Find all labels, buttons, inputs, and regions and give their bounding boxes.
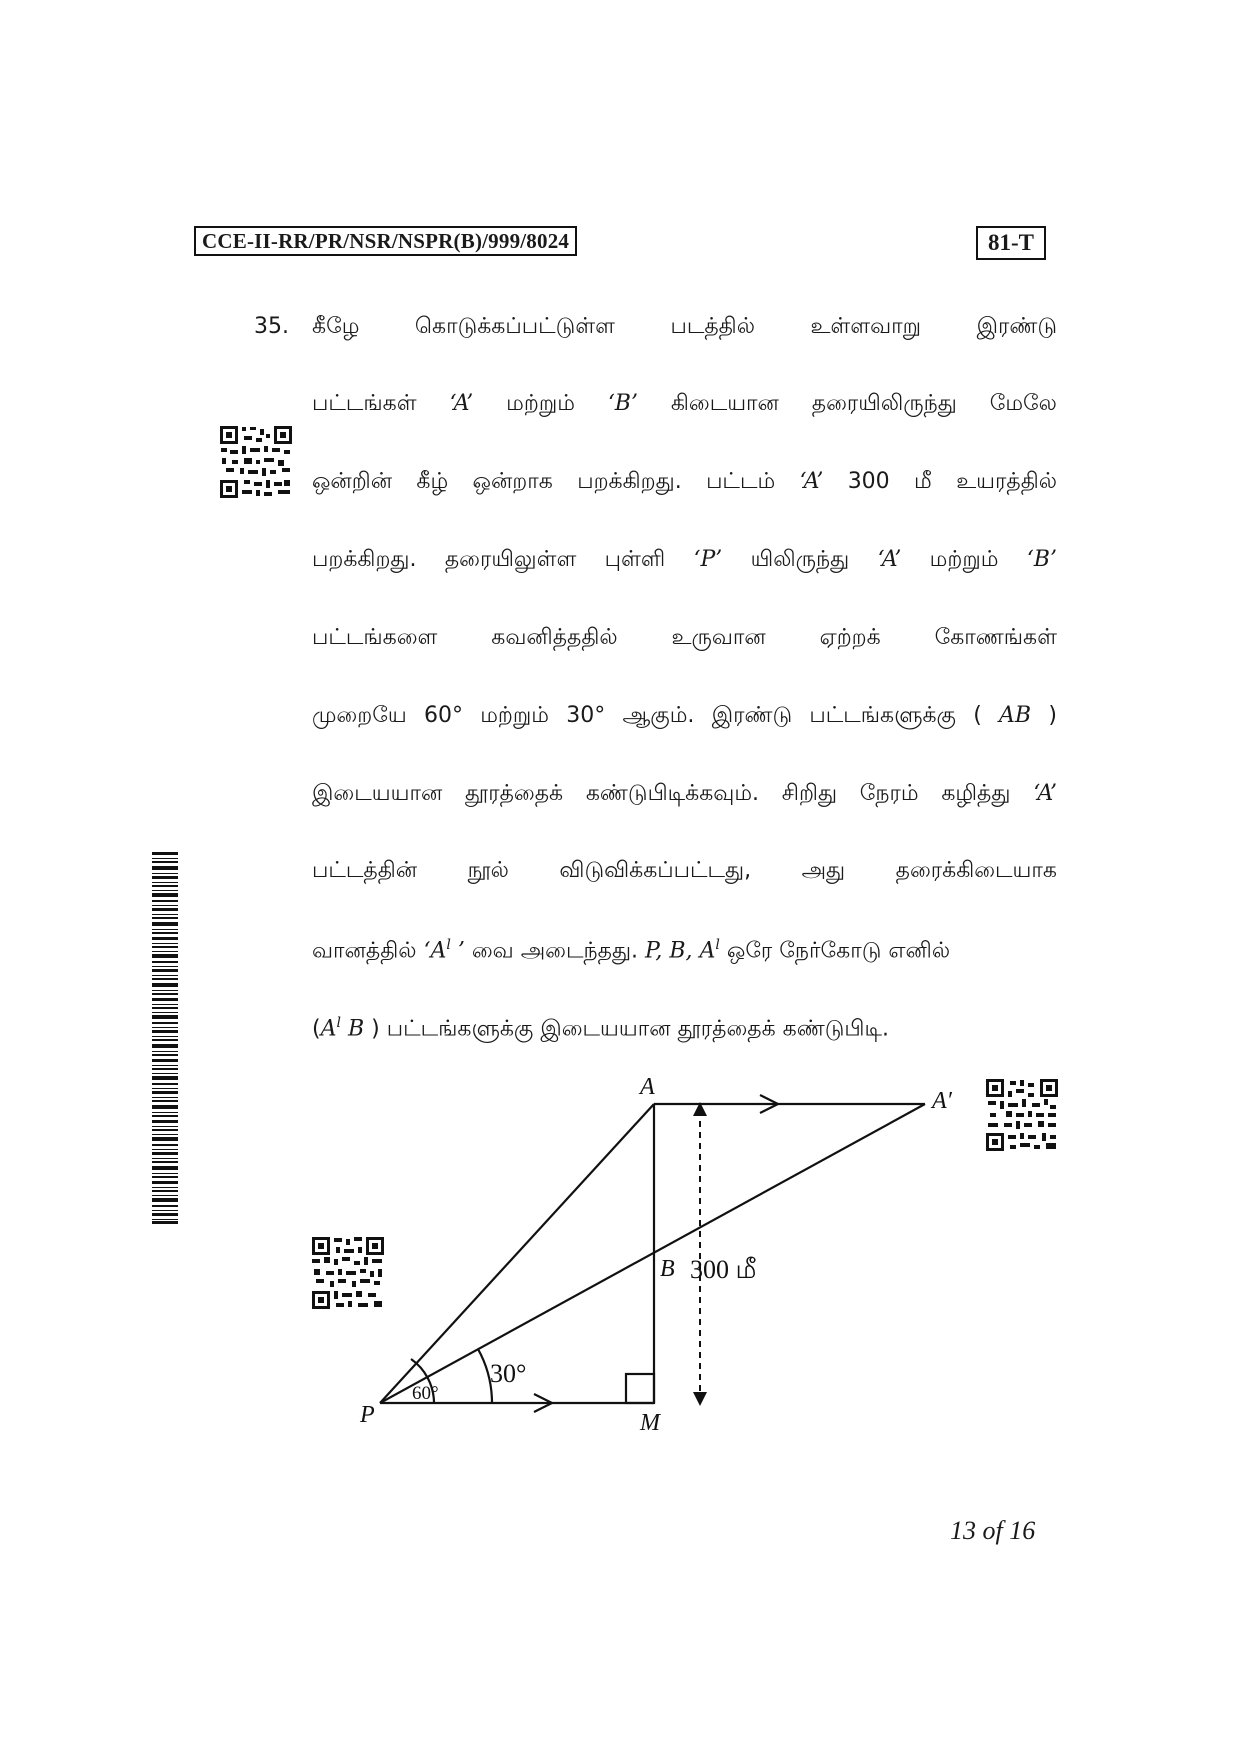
question-word: 30° (566, 703, 606, 728)
question-word: விடுவிக்கப்பட்டது, (559, 858, 752, 883)
question-word: மீ (914, 469, 932, 494)
angle-30-label: 30° (490, 1359, 527, 1388)
height-label: 300 மீ (690, 1255, 757, 1284)
question-word: கொடுக்கப்பட்டுள்ள (414, 314, 615, 339)
question-line-10: ($A^l$ B ) பட்டங்களுக்கு இடையயான தூரத்தைக் கண்டுபிடி. (312, 1015, 889, 1042)
label-a-prime: A′ (932, 1088, 952, 1114)
question-word: பட்டங்களை (312, 625, 438, 650)
question-word: கிடையான (670, 391, 779, 416)
question-word: ‘B’ (1026, 547, 1057, 572)
page-number: 13 of 16 (950, 1516, 1036, 1545)
question-word: உருவான (671, 625, 766, 650)
question-word: ‘A’ (1033, 781, 1057, 806)
question-word: கண்டுபிடிக்கவும். (585, 781, 760, 806)
question-word: நேரம் (859, 781, 919, 806)
question-word: கீழ் (416, 469, 449, 494)
question-word: முறையே (312, 703, 407, 728)
question-word: 60° (423, 703, 463, 728)
exam-code: CCE-II-RR/PR/NSR/NSPR(B)/999/8024 (194, 226, 577, 256)
question-word: இடையயான (312, 781, 443, 806)
question-word: பட்டங்கள் (312, 391, 417, 416)
question-word: ‘P’ (693, 547, 723, 572)
question-word: அது (801, 858, 846, 883)
question-word: படத்தில் (670, 314, 755, 339)
question-word: நூல் (467, 858, 509, 883)
question-word: ‘A’ (877, 547, 902, 572)
question-word: மற்றும் (506, 391, 575, 416)
question-word: ) (1048, 703, 1057, 728)
question-word: ஒன்றின் (312, 469, 393, 494)
question-word: பட்டத்தின் (312, 858, 418, 883)
question-word: பறக்கிறது. (312, 547, 417, 572)
question-number: 35. (254, 314, 289, 339)
question-word: ( (973, 703, 982, 728)
question-word: தரைக்கிடையாக (895, 858, 1057, 883)
question-word: தரையிலுள்ள (444, 547, 577, 572)
question-word: மற்றும் (480, 703, 549, 728)
question-word: மேலே (989, 391, 1057, 416)
question-word: தூரத்தைக் (465, 781, 564, 806)
question-word: ‘A’ (449, 391, 474, 416)
question-word: கவனித்ததில் (491, 625, 618, 650)
question-word: கழித்து (941, 781, 1011, 806)
label-p: P (360, 1402, 375, 1428)
line-pa-prime (380, 1104, 925, 1403)
arrowhead-down (693, 1392, 707, 1406)
question-word: AB (999, 703, 1032, 728)
angle-60-label: 60° (412, 1383, 439, 1404)
question-word: இரண்டு (711, 703, 793, 728)
question-word: புள்ளி (604, 547, 666, 572)
question-word: உள்ளவாறு (810, 314, 922, 339)
label-a: A (640, 1074, 655, 1100)
label-b: B (660, 1256, 675, 1282)
question-word: இரண்டு (976, 314, 1057, 339)
question-word: ‘B’ (607, 391, 638, 416)
question-word: 300 (847, 469, 890, 494)
question-word: மற்றும் (929, 547, 999, 572)
question-word: உயரத்தில் (956, 469, 1057, 494)
question-word: பட்டம் (706, 469, 776, 494)
question-word: ‘A’ (799, 469, 824, 494)
question-word: பறக்கிறது. (577, 469, 682, 494)
question-word: பட்டங்களுக்கு (809, 703, 956, 728)
question-word: யிலிருந்து (750, 547, 850, 572)
question-word: தரையிலிருந்து (811, 391, 957, 416)
question-line-9: வானத்தில் ‘$A^l$ ’ வை அடைந்தது. P, B, $A^l$ ஒரே நேர்கோடு எனில் (312, 937, 951, 964)
label-m: M (640, 1410, 660, 1436)
question-word: கோணங்கள் (934, 625, 1057, 650)
question-word: ஆகும். (622, 703, 695, 728)
question-word: கீழே (312, 314, 360, 339)
question-word: ஒன்றாக (472, 469, 553, 494)
right-angle-mark (626, 1374, 654, 1403)
question-word: சிறிது (781, 781, 838, 806)
question-word: ஏற்றக் (819, 625, 881, 650)
paper-number: 81-T (976, 226, 1046, 260)
